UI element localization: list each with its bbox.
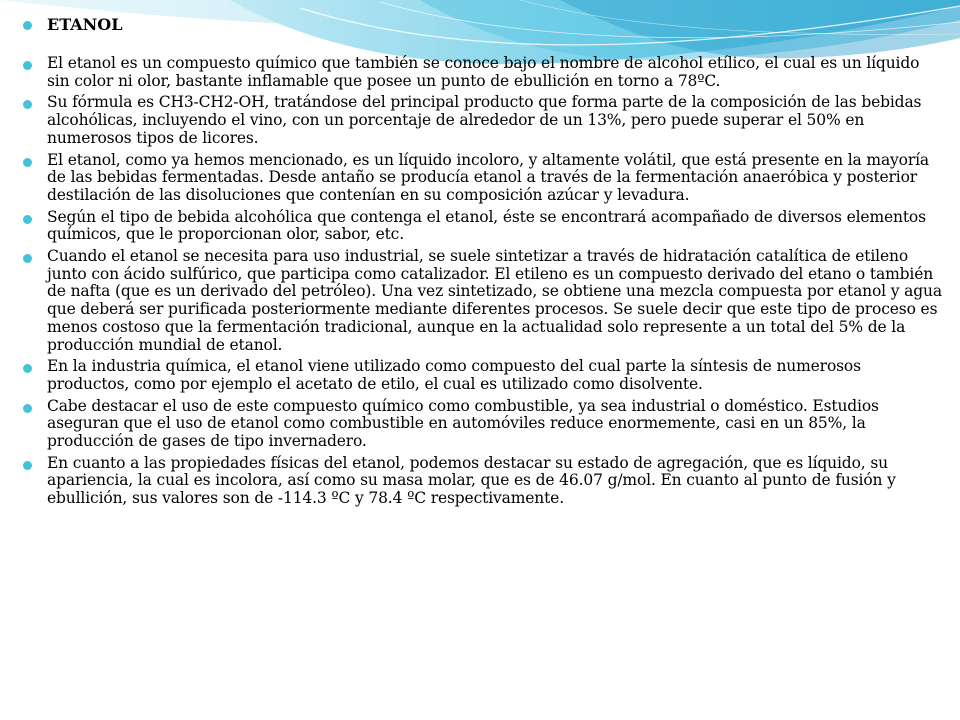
paragraph-item	[22, 94, 942, 147]
paragraph-item	[22, 358, 942, 393]
paragraph-text: Según el tipo de bebida alcohólica que contenga el etanol, éste se encontrará acompañado de diversos elementos químicos, que le proporcionan olor, sabor, etc.	[47, 207, 926, 244]
paragraph-text: Cuando el etanol se necesita para uso industrial, se suele sintetizar a través de hidratación catalítica de etileno junto con ácido sulfúrico, que participa como catalizador. El etileno es un compuesto derivado del etano o también de nafta (que es un derivado del petróleo). Una vez sintetizado, se obtiene una mezcla compuesta por etanol y agua que deberá ser purificada posteriormente mediante diferentes procesos. Se suele decir que este tipo de proceso es menos costoso que la fermentación tradicional, aunque en la actualidad solo represente a un total del 5% de la producción mundial de etanol.	[47, 247, 942, 354]
paragraph-item	[22, 455, 942, 508]
paragraph-item	[22, 398, 942, 451]
paragraph-item	[22, 248, 942, 354]
bullet-dot-icon	[23, 404, 32, 413]
bullet-dot-icon	[23, 21, 32, 30]
bullet-dot-icon	[23, 215, 32, 224]
paragraph-item	[22, 209, 942, 244]
bullet-dot-icon	[23, 100, 32, 109]
paragraph-text: El etanol es un compuesto químico que también se conoce bajo el nombre de alcohol etílico, el cual es un líquido sin color ni olor, bastante inflamable que posee un punto de ebullición en torno a 78ºC.	[47, 54, 920, 90]
slide-title: ETANOL	[47, 15, 123, 34]
bullet-dot-icon	[23, 61, 32, 70]
bullet-dot-icon	[23, 461, 32, 470]
paragraph-item	[22, 55, 942, 90]
bullet-dot-icon	[23, 254, 32, 263]
slide-content	[22, 12, 942, 512]
paragraph-text: El etanol, como ya hemos mencionado, es un líquido incoloro, y altamente volátil, que está presente en la mayoría de las bebidas fermentadas. Desde antaño se producía etanol a través de la fermentación anaeróbica y posterior destilación de las disoluciones que contenían en su composición azúcar y levadura.	[47, 150, 930, 204]
paragraph-item	[22, 152, 942, 205]
paragraph-text: Cabe destacar el uso de este compuesto químico como combustible, ya sea industrial o doméstico. Estudios aseguran que el uso de etanol como combustible en automóviles reduce enormemente, casi en un 85%, la producción de gases de tipo invernadero.	[47, 396, 879, 451]
paragraph-list	[22, 55, 942, 508]
title-row	[22, 12, 942, 38]
paragraph-text: En la industria química, el etanol viene utilizado como compuesto del cual parte la síntesis de numerosos productos, como por ejemplo el acetato de etilo, el cual es utilizado como disolvente.	[47, 357, 861, 393]
bullet-dot-icon	[23, 158, 32, 167]
bullet-dot-icon	[23, 364, 32, 373]
paragraph-text: Su fórmula es CH3-CH2-OH, tratándose del principal producto que forma parte de la composición de las bebidas alcohólicas, incluyendo el vino, con un porcentaje de alrededor de un 13%, pero puede superar el 50% en numerosos tipos de licores.	[47, 93, 922, 147]
paragraph-text: En cuanto a las propiedades físicas del etanol, podemos destacar su estado de agregación, que es líquido, su apariencia, la cual es incolora, así como su masa molar, que es de 46.07 g/mol. En cuanto al punto de fusión y ebullición, sus valores son de -114.3 ºC y 78.4 ºC respectivamente.	[47, 453, 896, 508]
